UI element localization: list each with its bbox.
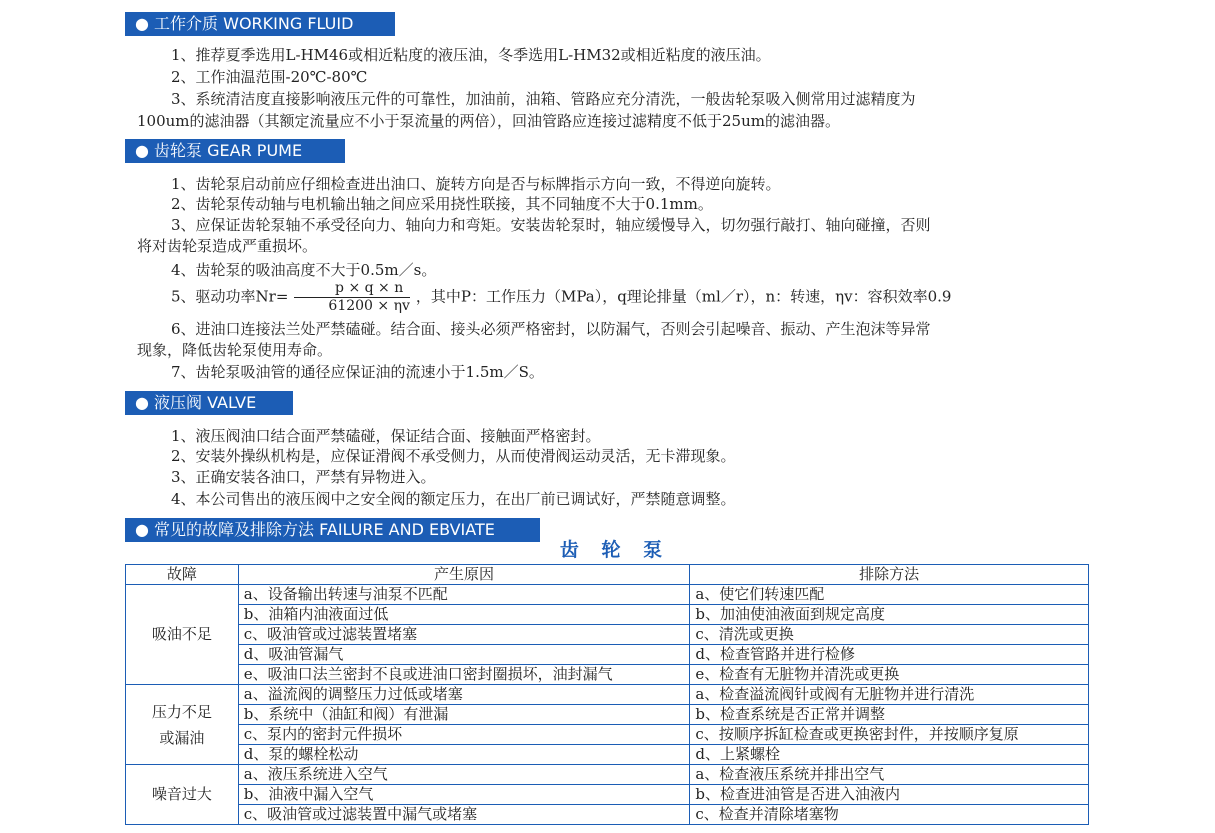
cause-cell: d、泵的螺栓松动 xyxy=(238,745,690,765)
table-row xyxy=(126,625,1089,645)
table-row xyxy=(126,785,1089,805)
remedy-cell: c、清洗或更换 xyxy=(690,625,1089,645)
cause-cell: b、油箱内油液面过低 xyxy=(238,605,690,625)
formula-fraction xyxy=(294,280,409,315)
numerator: p × q × n xyxy=(294,280,409,298)
cause-cell: a、液压系统进入空气 xyxy=(238,765,690,785)
table-header-row xyxy=(126,565,1089,585)
cause-cell: b、系统中（油缸和阀）有泄漏 xyxy=(238,705,690,725)
para: 7、齿轮泵吸油管的通径应保证油的流速小于1.5m／S。 xyxy=(171,363,544,381)
para: 1、推荐夏季选用L-HM46或相近粘度的液压油，冬季选用L-HM32或相近粘度的液压油。 xyxy=(171,46,771,64)
remedy-cell: d、上紧螺栓 xyxy=(690,745,1089,765)
table-row xyxy=(126,665,1089,685)
remedy-cell: a、检查液压系统并排出空气 xyxy=(690,765,1089,785)
cause-cell: a、溢流阀的调整压力过低或堵塞 xyxy=(238,685,690,705)
cause-cell: c、泵内的密封元件损坏 xyxy=(238,725,690,745)
para: 2、工作油温范围-20℃-80℃ xyxy=(171,68,368,86)
remedy-cell: b、检查进油管是否进入油液内 xyxy=(690,785,1089,805)
remedy-cell: a、检查溢流阀针或阀有无脏物并进行清洗 xyxy=(690,685,1089,705)
remedy-cell: b、加油使油液面到规定高度 xyxy=(690,605,1089,625)
para: 3、正确安装各油口，严禁有异物进入。 xyxy=(171,468,436,486)
remedy-cell: c、按顺序拆缸检查或更换密封件，并按顺序复原 xyxy=(690,725,1089,745)
header-cell: 产生原因 xyxy=(238,565,690,585)
para: 将对齿轮泵造成严重损坏。 xyxy=(137,237,318,255)
remedy-cell: b、检查系统是否正常并调整 xyxy=(690,705,1089,725)
header-gear-pump: ● 齿轮泵 GEAR PUME xyxy=(125,139,345,163)
para: 3、应保证齿轮泵轴不承受径向力、轴向力和弯矩。安装齿轮泵时，轴应缓慢导入，切勿强行敲打、轴向碰撞，否则 xyxy=(171,216,931,234)
cause-cell: e、吸油口法兰密封不良或进油口密封圈损坏，油封漏气 xyxy=(238,665,690,685)
table-title: 齿 轮 泵 xyxy=(559,539,671,561)
header-failure: ● 常见的故障及排除方法 FAILURE AND EBVIATE xyxy=(125,518,540,542)
fault-cell: 压力不足 或漏油 xyxy=(126,685,239,765)
failure-table xyxy=(125,564,1089,825)
remedy-cell: c、检查并清除堵塞物 xyxy=(690,805,1089,825)
header-working-fluid: ● 工作介质 WORKING FLUID xyxy=(125,12,395,36)
header-cell: 故障 xyxy=(126,565,239,585)
header-cell: 排除方法 xyxy=(690,565,1089,585)
denominator: 61200 × ηv xyxy=(328,298,410,314)
remedy-cell: a、使它们转速匹配 xyxy=(690,585,1089,605)
cause-cell: c、吸油管或过滤装置堵塞 xyxy=(238,625,690,645)
formula-suffix: ，其中P：工作压力（MPa），q理论排量（ml／r），n：转速，ηv：容积效率0.9 xyxy=(415,287,952,306)
remedy-cell: d、检查管路并进行检修 xyxy=(690,645,1089,665)
remedy-cell: e、检查有无脏物并清洗或更换 xyxy=(690,665,1089,685)
table-row xyxy=(126,605,1089,625)
para: 2、安装外操纵机构是，应保证滑阀不承受侧力，从而使滑阀运动灵活，无卡滞现象。 xyxy=(171,447,736,465)
table-row xyxy=(126,745,1089,765)
table-row xyxy=(126,765,1089,785)
para: 4、本公司售出的液压阀中之安全阀的额定压力，在出厂前已调试好，严禁随意调整。 xyxy=(171,490,736,508)
para: 1、齿轮泵启动前应仔细检查进出油口、旋转方向是否与标牌指示方向一致，不得逆向旋转。 xyxy=(171,175,781,193)
table-row xyxy=(126,705,1089,725)
table-row xyxy=(126,645,1089,665)
fault-cell: 吸油不足 xyxy=(126,585,239,685)
para: 4、齿轮泵的吸油高度不大于0.5m／s。 xyxy=(171,261,437,279)
header-valve: ● 液压阀 VALVE xyxy=(125,391,293,415)
para: 3、系统清洁度直接影响液压元件的可靠性，加油前，油箱、管路应充分清洗，一般齿轮泵吸入侧常用过滤精度为 xyxy=(171,90,916,108)
para: 2、齿轮泵传动轴与电机输出轴之间应采用挠性联接，其不同轴度不大于0.1mm。 xyxy=(171,195,713,213)
table-row xyxy=(126,585,1089,605)
formula-prefix: 5、驱动功率Nr= xyxy=(171,287,289,306)
cause-cell: b、油液中漏入空气 xyxy=(238,785,690,805)
table-row xyxy=(126,805,1089,825)
table-row xyxy=(126,685,1089,705)
para: 1、液压阀油口结合面严禁磕碰，保证结合面、接触面严格密封。 xyxy=(171,427,601,445)
fault-cell: 噪音过大 xyxy=(126,765,239,825)
cause-cell: c、吸油管或过滤装置中漏气或堵塞 xyxy=(238,805,690,825)
cause-cell: d、吸油管漏气 xyxy=(238,645,690,665)
formula-line xyxy=(137,280,1097,315)
para: 100um的滤油器（其额定流量应不小于泵流量的两倍），回油管路应连接过滤精度不低于25um的滤油器。 xyxy=(137,112,840,130)
table-row xyxy=(126,725,1089,745)
para: 现象，降低齿轮泵使用寿命。 xyxy=(137,341,333,359)
cause-cell: a、设备输出转速与油泵不匹配 xyxy=(238,585,690,605)
para: 6、进油口连接法兰处严禁磕碰。结合面、接头必须严格密封，以防漏气，否则会引起噪音、振动、产生泡沫等异常 xyxy=(171,320,931,338)
